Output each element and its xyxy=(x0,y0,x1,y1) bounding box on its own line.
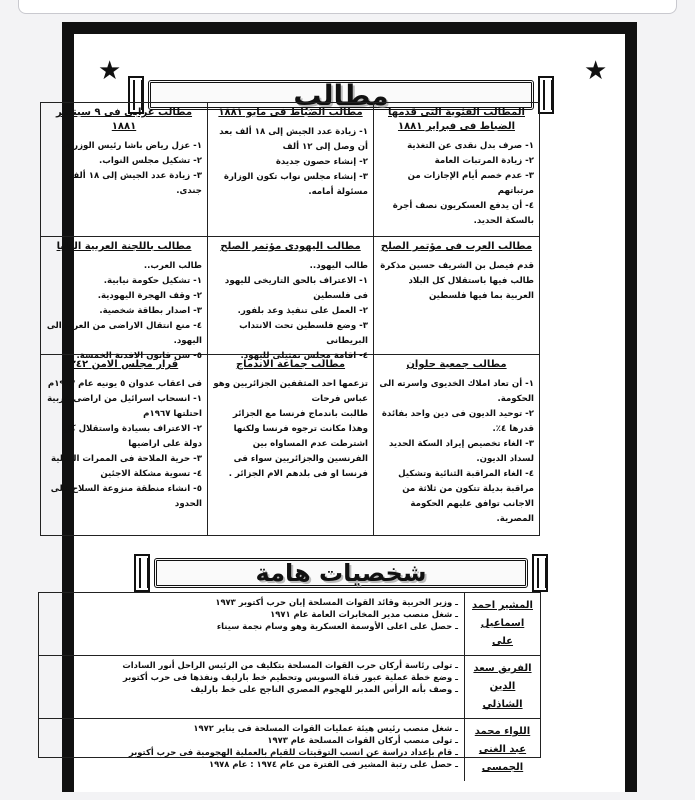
demands-table xyxy=(40,102,540,536)
previous-card-edge xyxy=(18,0,677,14)
top-border-bar xyxy=(62,22,637,34)
person-description: ـ وزير الحربية وقائد القوات المسلحة إبان حرب أكتوبر ١٩٧٣ ـ شغل منصب مدير المخابرات العامة عام ١٩٧١ ـ حصل على اعلى الأوسمة العسكرية وهو وسام نجمة سيناء xyxy=(215,597,458,631)
demands-cell xyxy=(207,355,373,535)
star-icon: ★ xyxy=(584,56,608,86)
cell-title: المطالب الفئوية التى قدمها الضباط فى فبراير ١٨٨١ xyxy=(388,107,525,132)
demands-cell xyxy=(373,237,539,355)
pillar-right-decor xyxy=(532,554,548,592)
demands-cell xyxy=(207,237,373,361)
person-row xyxy=(39,719,540,781)
person-description: ـ شغل منصب رئيس هيئة عمليات القوات المسلحة فى يناير ١٩٧٢ ـ تولى منصب أركان القوات المسلحة عام ١٩٧٣ ـ قام بإعداد دراسة عن انسب التوقيتات للقيام بالعملية الهجومية فى حرب أكتوبر ـ حصل على رتبة المشير فى الفترة من عام ١٩٧٤ : عام ١٩٧٨ xyxy=(128,723,458,769)
cell-title: مطالب جمعية حلوان xyxy=(406,359,507,370)
demands-cell xyxy=(373,355,539,535)
demands-cell xyxy=(207,103,373,237)
person-name: الفريق سعد الدين الشاذلي xyxy=(464,656,540,718)
cell-body: فى اعقاب عدوان ٥ يونيه عام ١٩٦٧م ١- انسحاب اسرائيل من اراضى عربية احتلتها ١٩٦٧م ٢- الاعتراف بسيادة واستقلال كل دولة على اراضيها ٣- حرية الملاحة فى الممرات الدولية ٤- تسوية مشكلة الاجئين ٥- انشاء منطقة منزوعة السلاح على الحدود xyxy=(47,379,202,509)
person-row xyxy=(39,656,540,719)
cell-body: قدم فيصل بن الشريف حسين مذكرة طالب فيها باستقلال كل البلاد العربية بما فيها فلسطين xyxy=(380,261,534,301)
demands-cell xyxy=(373,103,539,237)
cell-title: مطالب الضباط فى مايو ١٨٨١ xyxy=(218,107,363,118)
person-name: اللواء محمد عبد الغنى الجمسى xyxy=(464,719,540,781)
cell-body: طالب العرب.. ١- تشكيل حكومة نيابية. ٢- وقف الهجرة اليهودية. ٣- اصدار بطاقة شخصية. ٤- منع انتقال الاراضى من العرب الى اليهود. ٥- سن قانون الافدنة الخمسة. xyxy=(46,261,202,361)
demands-cell xyxy=(41,103,207,237)
person-name: المشير احمد اسماعيل على xyxy=(464,593,540,655)
person-row xyxy=(39,593,540,656)
banner-title: شخصيات هامة xyxy=(255,559,427,587)
personalities-banner xyxy=(134,554,548,592)
cell-title: مطالب عرابى فى ٩ سبتمبر ١٨٨١ xyxy=(55,107,193,132)
cell-title: مطالب جماعة الاندماج xyxy=(235,359,346,370)
demands-cell xyxy=(41,355,207,535)
person-description: ـ تولى رئاسة أركان حرب القوات المسلحة بتكليف من الرئيس الراحل أنور السادات ـ وضع خطة عملية عبور قناة السويس وتحطيم خط بارليف ونفذها فى حرب أكتوبر ـ وصف بأنه الرأس المدبر للهجوم المصري الناجح على خط بارليف xyxy=(122,660,458,694)
star-icon: ★ xyxy=(98,56,122,86)
pillar-left-decor xyxy=(134,554,150,592)
cell-body: ١- زيادة عدد الجيش إلى ١٨ ألف بعد أن وصل إلى ١٢ ألف ٢- إنشاء حصون جديدة ٣- إنشاء مجلس نواب تكون الوزارة مسئولة أمامه. xyxy=(219,127,368,197)
banner-title: مطالب xyxy=(293,78,389,112)
cell-body: ١- عزل رياض باشا رئيس الوزراء. ٢- تشكيل مجلس النواب. ٣- زيادة عدد الجيش إلى ١٨ ألف جندى. xyxy=(62,141,202,196)
cell-title: مطالب العرب فى مؤتمر الصلح xyxy=(380,241,533,252)
cell-body: ١- صرف بدل نقدى عن التغذية ٢- زيادة المرتبات العامة ٣- عدم خصم أيام الإجازات من مرتباتهم ٤- أن يدفع العسكريون نصف أجرة بالسكة الحديد. xyxy=(392,141,534,226)
demands-cell xyxy=(41,237,207,361)
banner-frame xyxy=(154,558,528,588)
cell-title: قرار مجلس الامن ٢٤٢ xyxy=(69,359,179,370)
cell-title: مطالب باللجنة العربية العليا xyxy=(56,241,192,252)
cell-body: طالب اليهود.. ١- الاعتراف بالحق التاريخى لليهود فى فلسطين ٢- العمل على تنفيذ وعد بلفور. ٣- وضع فلسطين تحت الانتداب البريطانى ٤- اقامة مجلس تمثيلى لليهود. xyxy=(224,261,368,361)
cell-title: مطالب اليهودى مؤتمر الصلح xyxy=(220,241,361,252)
right-border-bar xyxy=(625,22,637,792)
pillar-right-decor xyxy=(538,76,554,114)
cell-body: تزعمها احد المثقفين الجزائريين وهو عباس فرحات طالبت باندماج فرنسا مع الجزائر وهذا مكانت ترجوه فرنسا ولكنها اشترطت عدم المساواه بين الفرنسين والجزائريين سواء فى فرنسا او فى بلدهم الام الجزائر . xyxy=(213,379,368,479)
personalities-table xyxy=(38,592,541,773)
cell-body: ١- أن تعاد املاك الخديوى واسرته الى الحكومة. ٢- توحيد الديون فى دين واحد بفائدة قدرها ٤٪. ٣- الغاء تخصيص إيراد السكة الحديد لسداد الديون. ٤- الغاء المراقبة الثنائية وتشكيل مراقبة بديلة تتكون من ثلاثة من الاجانب توافق عليهم الحكومة المصرية. xyxy=(379,379,534,524)
